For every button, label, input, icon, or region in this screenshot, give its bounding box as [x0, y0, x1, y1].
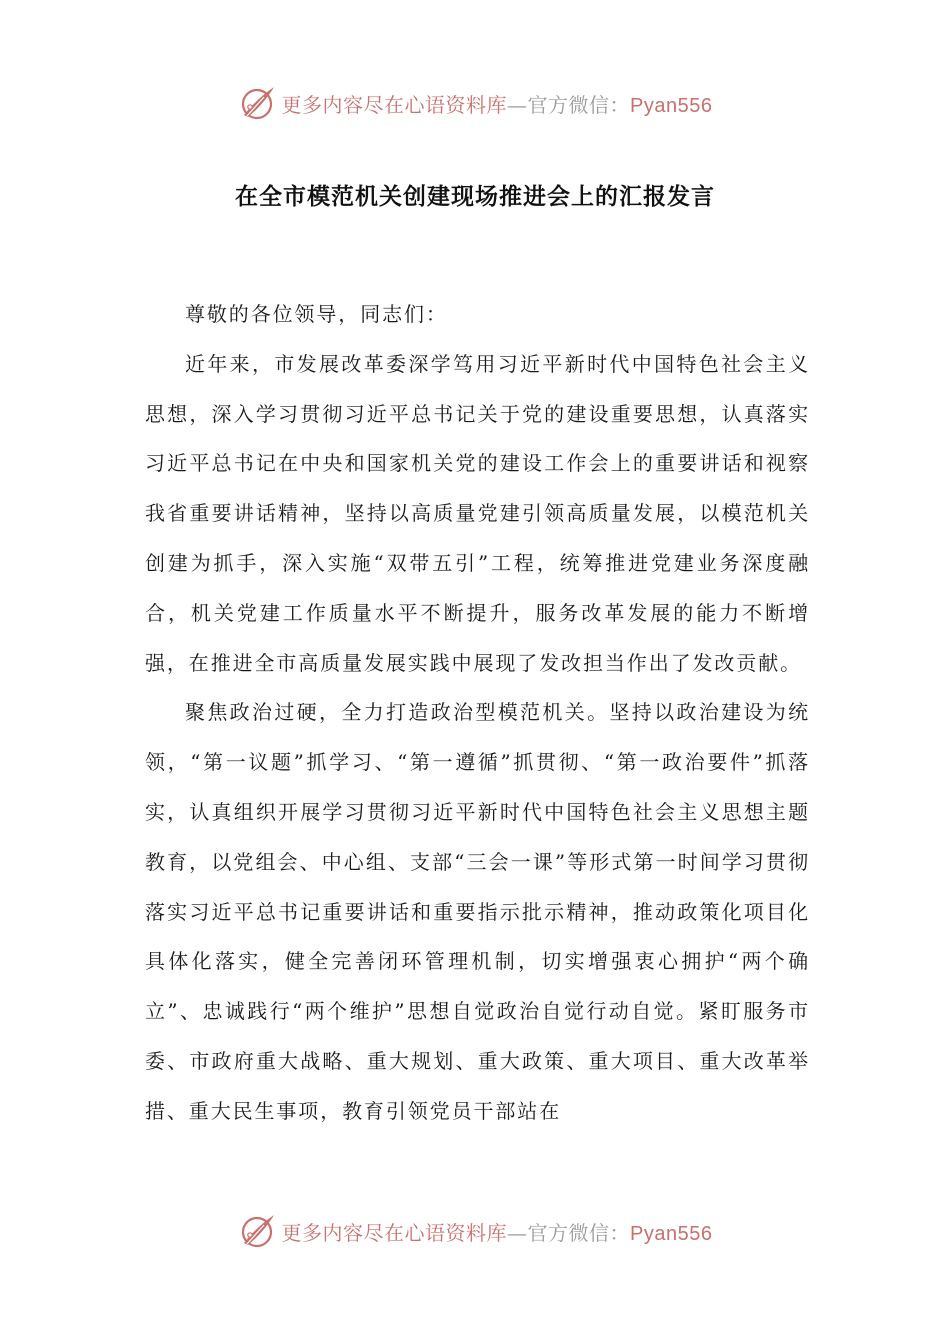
banner-text — [282, 89, 713, 118]
banner-account: Pyan556 — [630, 1222, 713, 1245]
quill-pen-logo-icon — [238, 83, 278, 123]
banner-dash: — — [507, 1220, 528, 1245]
footer-watermark-banner — [0, 1208, 950, 1254]
banner-dash: — — [507, 92, 528, 117]
body-paragraph-1: 近年来，市发展改革委深学笃用习近平新时代中国特色社会主义思想，深入学习贯彻习近平总书记关于党的建设重要思想，认真落实习近平总书记在中央和国家机关党的建设工作会上的重要讲话和视察我省重要讲话精神，坚持以高质量党建引领高质量发展，以模范机关创建为抓手，深入实施“双带五引”工程，统筹推进党建业务深度融合，机关党建工作质量水平不断提升，服务改革发展的能力不断增强，在推进全市高质量发展实践中展现了发改担当作出了发改贡献。 — [145, 351, 810, 675]
banner-wechat-label: 官方微信： — [527, 92, 631, 117]
document-title: 在全市模范机关创建现场推进会上的汇报发言 — [235, 184, 715, 210]
header-watermark-banner — [0, 80, 950, 126]
greeting-paragraph: 尊敬的各位领导，同志们： — [185, 302, 448, 326]
quill-pen-logo-icon — [238, 1211, 278, 1251]
banner-wechat-label: 官方微信： — [527, 1220, 631, 1245]
banner-prefix: 更多内容尽在心语资料库 — [281, 92, 508, 117]
document-body — [145, 290, 810, 1137]
banner-account: Pyan556 — [630, 94, 713, 117]
banner-text — [282, 1217, 713, 1246]
banner-prefix: 更多内容尽在心语资料库 — [281, 1220, 508, 1245]
body-paragraph-2: 聚焦政治过硬，全力打造政治型模范机关。坚持以政治建设为统领，“第一议题”抓学习、“第一遵循”抓贯彻、“第一政治要件”抓落实，认真组织开展学习贯彻习近平新时代中国特色社会主义思想主题教育，以党组会、中心组、支部“三会一课”等形式第一时间学习贯彻落实习近平总书记重要讲话和重要指示批示精神，推动政策化项目化具体化落实，健全完善闭环管理机制，切实增强衷心拥护“两个确立”、忠诚践行“两个维护”思想自觉政治自觉行动自觉。紧盯服务市委、市政府重大战略、重大规划、重大政策、重大项目、重大改革举措、重大民生事项，教育引领党员干部站在 — [145, 700, 810, 1123]
